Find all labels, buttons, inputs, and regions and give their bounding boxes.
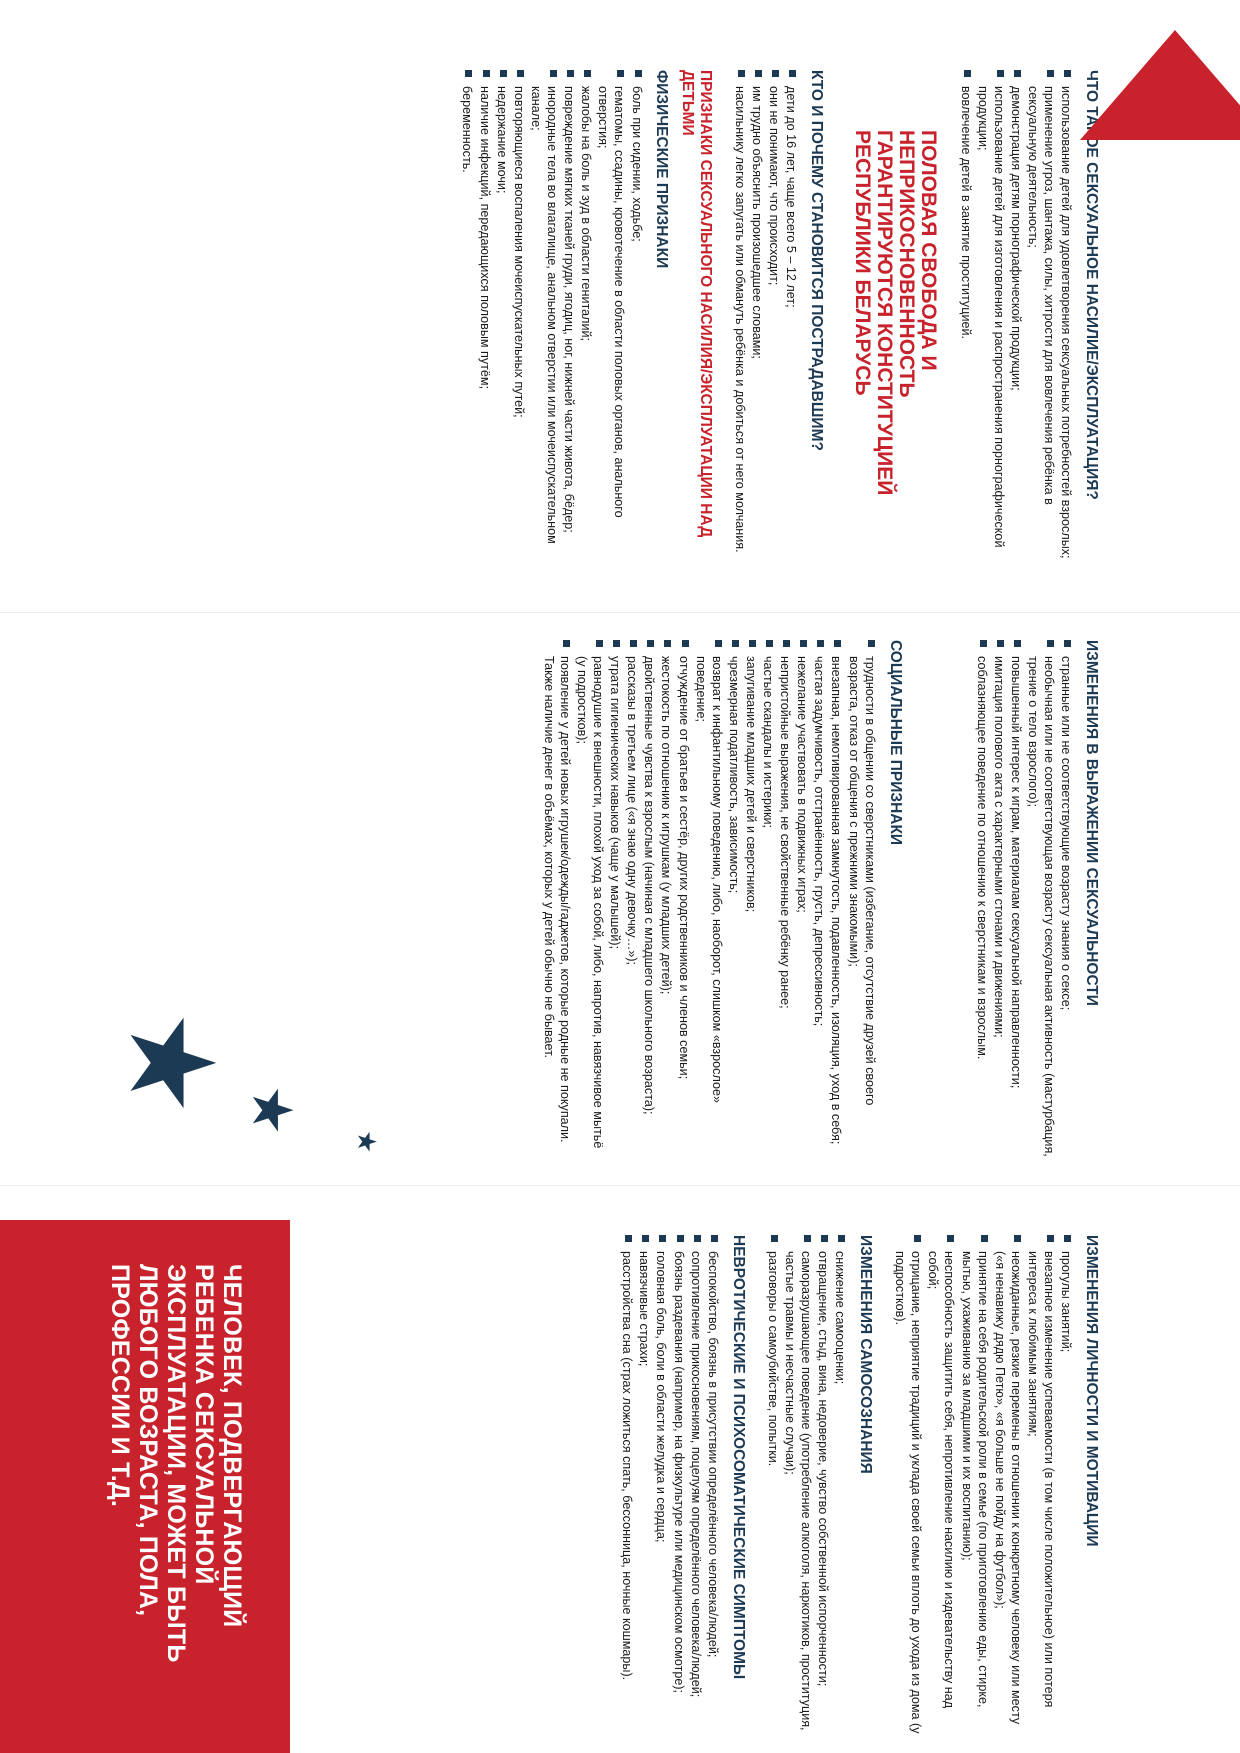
list-item [991,640,1007,1160]
list-item-text: расстройства сна (страх ложиться спать, бессонница, ночные кошмары). [620,1251,635,1681]
list-item-text: чрезмерная податливость, зависимость; [726,656,741,894]
list-item [675,640,691,1160]
list-item-text: повреждение мягких тканей груди, ягодиц, ног, нижней части живота, бёдер; [562,86,577,533]
section-title: ФИЗИЧЕСКИЕ ПРИЗНАКИ [653,70,671,269]
list-item [636,1235,652,1743]
list-item-text: нежелание участвовать в подвижных играх; [795,656,810,913]
list-item-text: использование детей для изготовления и распространения порнографической продукции; [975,86,1006,548]
list-item [892,1235,924,1743]
list-item-text: головная боль, боли в области желудка и сердца; [654,1251,669,1543]
list-item [782,1235,814,1743]
bullet-icon [1014,640,1021,647]
list-item [743,640,759,1160]
list-item-text: утрата гигиенических навыков (чаще у малышей); [608,656,623,950]
list-item-text: им трудно объяснить произошедшее словами; [750,86,765,359]
bullet-list [732,70,799,565]
list-item [574,640,606,1160]
list-item-text: насильнику легко запугать или обмануть ребёнка и добиться от него молчания. [733,86,748,553]
bullet-icon [682,640,689,647]
list-item [958,1235,990,1743]
list-item [1025,640,1057,1160]
bullet-icon [964,70,971,77]
list-item-text: навязчивые страхи; [637,1251,652,1367]
list-item [783,70,799,565]
bullet-icon [625,1235,632,1242]
list-item-text: внезапная, немотивированная замкнутость, подавленность, изоляция, уход в себя; [829,656,844,1145]
bullet-icon [804,1235,811,1242]
list-item-text: необычная или не соответствующая возрасту сексуальная активность (мастурбация, трение о тело взрослого); [1025,656,1057,1157]
list-item [511,70,527,565]
list-item [832,1235,848,1743]
list-item [1058,640,1074,1160]
bullet-icon [694,1235,701,1242]
list-item-text: трудности в общении со сверстниками (избегание, отсутствие друзей своего возраста, отказ от общения с прежними знакомыми); [846,656,877,1106]
bullet-icon [465,70,472,77]
bullet-icon [642,1235,649,1242]
list-item [1058,1235,1074,1743]
bullet-icon [1064,640,1071,647]
bullet-icon [550,70,557,77]
bullet-icon [980,640,987,647]
bullet-icon [771,1235,778,1242]
bullet-icon [783,640,790,647]
list-item [670,1235,686,1743]
bullet-icon [835,640,842,647]
list-item [815,1235,831,1743]
bullet-icon [914,1235,921,1242]
bullet-icon [715,640,722,647]
bullet-icon [1064,1235,1071,1242]
list-item-text: недержание мочи; [494,86,509,194]
red-callout [0,1220,290,1753]
list-item-text: отвращение, стыд, вина, недоверие, чувство собственной испорченности; [816,1251,831,1687]
list-item-text: странные или не соответствующие возрасту знания о сексе; [1059,656,1074,1011]
bullet-icon [613,640,620,647]
list-item-text: сопротивление прикосновениям, поцелуям определённого человека/людей; [688,1251,703,1698]
list-item-text: демонстрация детям порнографической продукции; [1008,86,1023,391]
bullet-icon [789,70,796,77]
bullet-icon [617,70,624,77]
list-item [925,1235,957,1743]
list-item-text: гематомы, ссадины, кровотечение в области половых органов, анального отверстия; [596,86,627,518]
list-item [578,70,594,565]
list-item [732,70,748,565]
bullet-icon [817,640,824,647]
list-item [688,1235,704,1743]
list-item [624,640,640,1160]
list-item-text: вовлечение детей в занятие проституцией. [958,86,973,340]
bullet-icon [821,1235,828,1242]
bullet-icon [1047,70,1054,77]
list-item [975,70,1007,565]
bullet-icon [563,640,570,647]
bullet-icon [1047,640,1054,647]
bullet-icon [677,1235,684,1242]
list-item-text: возврат к инфантильному поведению, либо, наоборот, слишком «взрослое» поведение; [693,656,724,1103]
list-item-text: соблазняющее поведение по отношению к сверстникам и взрослым. [974,656,989,1060]
bullet-list [619,1235,721,1743]
section-title: НЕВРОТИЧЕСКИЕ И ПСИХОСОМАТИЧЕСКИЕ СИМПТОМЫ [729,1235,747,1680]
list-item [607,640,623,1160]
list-item-text: беспокойство, боязнь в присутствии определённого человека/людей; [705,1251,720,1658]
bullet-icon [483,70,490,77]
list-item [811,640,827,1160]
bullet-icon [659,1235,666,1242]
list-item-text: равнодушие к внешности, плохой уход за собой, либо, напротив, навязчивое мытьё (у подростков); [574,656,605,1149]
section-title: ЧТО ТАКОЕ СЕКСУАЛЬНОЕ НАСИЛИЕ/ЭКСПЛУАТАЦИЯ? [1083,70,1100,500]
list-item-text: снижение самооценки; [833,1251,848,1385]
list-item [641,640,657,1160]
bullet-icon [630,640,637,647]
list-item [528,70,560,565]
bullet-icon [567,70,574,77]
list-item-text: боль при сидении, ходьбе; [629,86,644,242]
list-item-text: внезапное изменение успеваемости (в том числе положительное) или потеря интереса к любимым занятиям; [1025,1251,1057,1708]
bullet-icon [596,640,603,647]
bullet-icon [772,70,779,77]
list-item-text: боязнь раздевания (например, на физкультуре или медицинском осмотре); [671,1251,686,1694]
list-item [1025,70,1057,565]
list-item [1008,640,1024,1160]
list-item-text: рассказы в третьем лице («я знаю одну девочку…»); [625,656,640,966]
list-item-text: дети до 16 лет, чаще всего 5 – 12 лет; [784,86,799,308]
bullet-icon [584,70,591,77]
bullet-icon [997,70,1004,77]
bullet-icon [517,70,524,77]
bullet-list [765,1235,849,1743]
list-item [828,640,844,1160]
list-item [658,640,674,1160]
signs-title: ПРИЗНАКИ СЕКСУАЛЬНОГО НАСИЛИЯ/ЭКСПЛУАТАЦИИ НАД ДЕТЬМИ [679,70,714,538]
list-item-text: запугивание младших детей и сверстников; [743,656,758,913]
list-item [749,70,765,565]
list-item-text: неожиданные, резкие перемены в отношении к конкретному человеку или месту («я ненавижу дядю Петю», «я больше не пойду на футбол»); [992,1251,1023,1725]
bullet-icon [1014,70,1021,77]
list-item-text: повторяющиеся воспаления мочеиспускательных путей; [511,86,526,418]
bullet-icon [755,70,762,77]
bullet-icon [800,640,807,647]
bullet-icon [732,640,739,647]
fold-line [0,612,1240,613]
list-item-text: беременность. [460,86,475,173]
list-item [846,640,878,1160]
headline: ПОЛОВАЯ СВОБОДА И НЕПРИКОСНОВЕННОСТЬ ГАРАНТИРУЮТСЯ КОНСТИТУЦИЕЙ РЕСПУБЛИКИ БЕЛАРУСЬ [851,130,941,496]
bullet-list [892,1235,1074,1743]
red-triangle-decoration [1080,30,1240,140]
list-item-text: двойственные чувства к взрослым (начиная с младшего школьного возраста); [642,656,657,1115]
list-item [705,1235,721,1743]
list-item-text: частые скандалы и истерики; [761,656,776,829]
callout-text: ЧЕЛОВЕК, ПОДВЕРГАЮЩИЙ РЕБЕНКА СЕКСУАЛЬНОЙ ЭКСПЛУАТАЦИИ, МОЖЕТ БЫТЬ ЛЮБОГО ВОЗРАСТА, ПОЛА, ПРОФЕССИИ И Т.Д. [106,1264,246,1663]
list-item [765,1235,781,1743]
panel-left [0,0,1240,595]
bullet-icon [711,1235,718,1242]
list-item-text: прогулы занятий; [1059,1251,1074,1353]
list-item-text: применение угроз, шантажа, силы, хитрости для вовлечения ребёнка в сексуальную деятельность; [1025,86,1057,505]
bullet-icon [947,1235,954,1242]
list-item [1025,1235,1057,1743]
bullet-icon [738,70,745,77]
list-item [974,640,990,1160]
star-icon: ★ [352,1130,382,1154]
list-item-text: жестокость по отношению к игрушкам (у младших детей); [659,656,674,995]
bullet-icon [500,70,507,77]
list-item [476,70,492,565]
list-item-text: непристойные выражения, не свойственные ребёнку ранее; [778,656,793,1009]
list-item-text: наличие инфекций, передающихся половым путём; [477,86,492,390]
bullet-icon [981,1235,988,1242]
list-item-text: они не понимают, что происходит; [767,86,782,286]
section-title: СОЦИАЛЬНЫЕ ПРИЗНАКИ [886,640,904,846]
bullet-list [957,70,1074,565]
list-item [766,70,782,565]
list-item-text: отчуждение от братьев и сестёр, других родственников и членов семьи; [676,656,691,1080]
list-item [541,640,573,1160]
list-item [619,1235,635,1743]
list-item [494,70,510,565]
list-item-text: повышенный интерес к играм, материалам сексуальной направленности; [1008,656,1023,1089]
bullet-icon [647,640,654,647]
bullet-icon [838,1235,845,1242]
bullet-list [974,640,1075,1160]
bullet-icon [868,640,875,647]
bullet-icon [635,70,642,77]
list-item [653,1235,669,1743]
list-item [459,70,475,565]
section-title: ИЗМЕНЕНИЯ ЛИЧНОСТИ И МОТИВАЦИИ [1083,1235,1100,1547]
list-item [1008,70,1024,565]
section-title: КТО И ПОЧЕМУ СТАНОВИТСЯ ПОСТРАДАВШИМ? [808,70,826,451]
list-item [777,640,793,1160]
bullet-list [459,70,644,565]
list-item-text: принятие на себя родительской роли в семье (по приготовлению еды, стирке, мытью, ухаживанию за младшими и их воспитанию); [959,1251,990,1708]
bullet-icon [749,640,756,647]
list-item-text: жалобы на боль и зуд в области гениталий; [579,86,594,342]
list-item-text: появление у детей новых игрушек/одежды/гаджетов, которые родные не покупали. Также наличие денег в объёмах, которых у детей обычно не бывает. [541,656,572,1143]
section-title: ИЗМЕНЕНИЯ САМОСОЗНАНИЯ [856,1235,874,1474]
bullet-icon [1047,1235,1054,1242]
list-item [1058,70,1074,565]
list-item [760,640,776,1160]
list-item [693,640,725,1160]
list-item [992,1235,1024,1743]
list-item-text: инородные тела во влагалище, анальном отверстии или мочеиспускательном канале; [528,86,559,544]
star-icon: ★ [241,1085,304,1136]
list-item-text: разговоры о самоубийстве, попытки. [765,1251,780,1467]
list-item-text: саморазрушающее поведение (употребление алкоголя, наркотиков, проституция, частые травмы и несчастные случаи); [782,1251,813,1731]
list-item [561,70,577,565]
bullet-icon [664,640,671,647]
star-icon: ★ [105,1010,237,1116]
list-item-text: имитация полового акта с характерными стонами и движениями; [991,656,1006,1038]
list-item [595,70,627,565]
bullet-icon [1014,1235,1021,1242]
section-title: ИЗМЕНЕНИЯ В ВЫРАЖЕНИИ СЕКСУАЛЬНОСТИ [1083,640,1100,1006]
bullet-icon [1064,70,1071,77]
list-item-text: отрицание, неприятие традиций и уклада своей семьи вплоть до ухода из дома (у подростков). [893,1251,924,1734]
list-item [794,640,810,1160]
list-item-text: неспособность защитить себя, непротивление насилию и издевательству над собой; [926,1251,957,1709]
bullet-icon [766,640,773,647]
bullet-list [541,640,878,1160]
list-item-text: использование детей для удовлетворения сексуальных потребностей взрослых; [1059,86,1074,559]
list-item-text: частая задумчивость, отстранённость, грусть, депрессивность; [812,656,827,1027]
list-item [726,640,742,1160]
stars-decoration [80,970,460,1200]
list-item [628,70,644,565]
list-item [957,70,973,565]
bullet-icon [997,640,1004,647]
